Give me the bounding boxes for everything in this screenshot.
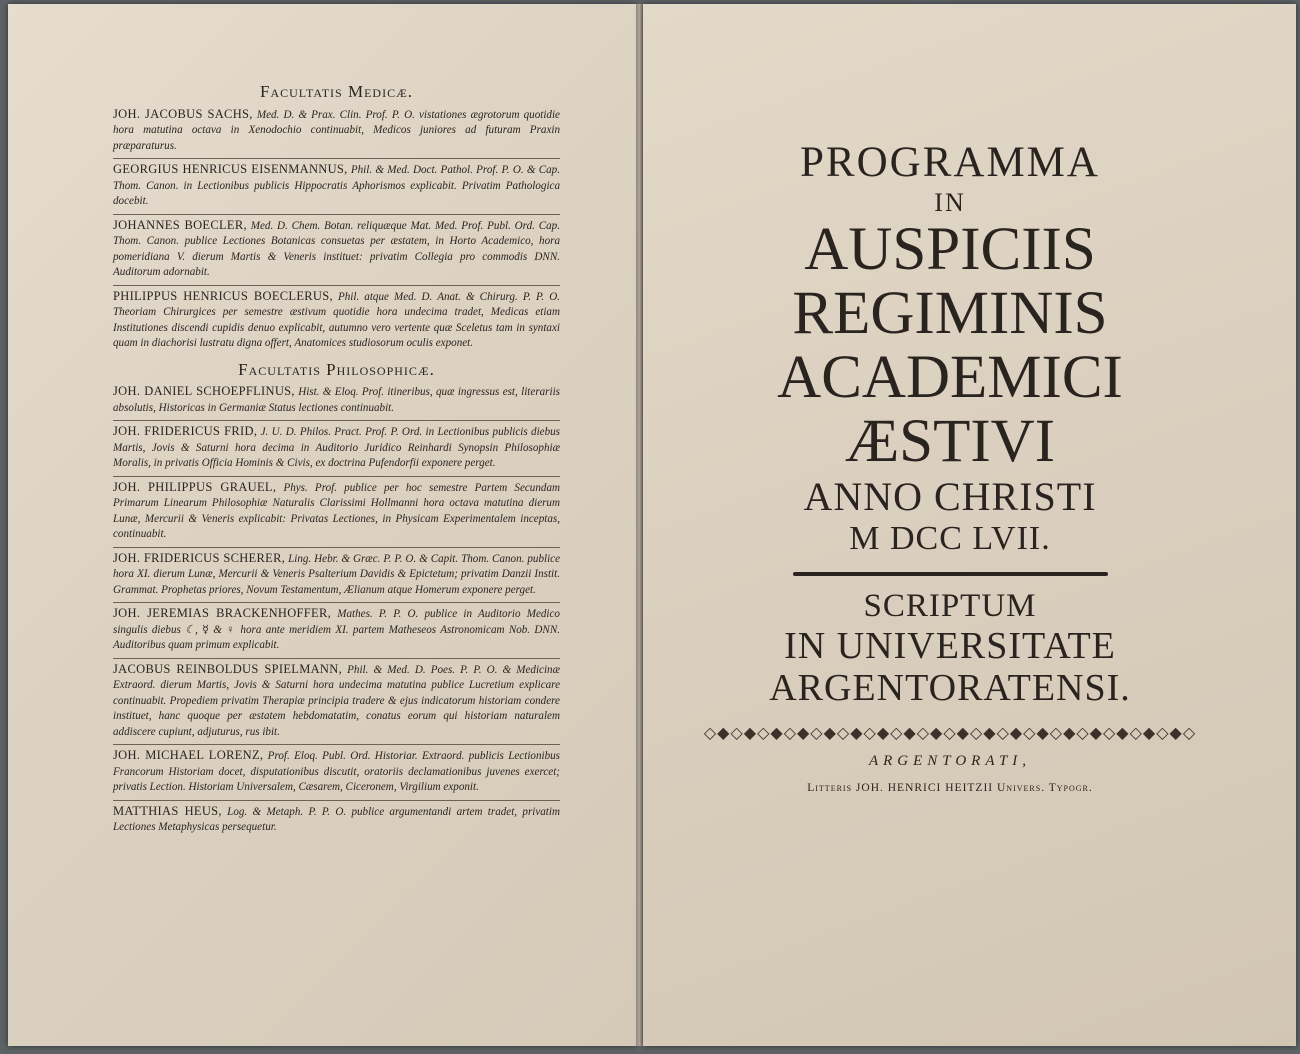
faculty-medicine-heading: Facultatis Medicæ. <box>259 82 413 101</box>
professor-name: MATTHIAS HEUS, <box>113 803 222 818</box>
imprint-printer: Litteris JOH. HENRICI HEITZII Univers. Typogr. <box>807 782 1093 794</box>
lecture-description: Phil. & Med. Doct. Pathol. Prof. P. O. & Cap. Thom. Canon. in Lectionibus publicis Hippocratis Aphorismos explicabit. Privatim Pathologica docebit. <box>113 164 560 207</box>
title-academici: ACADEMICI <box>777 344 1123 411</box>
imprint-place: ARGENTORATI, <box>868 753 1032 769</box>
title-scriptum: SCRIPTUM <box>863 588 1037 624</box>
title-regiminis: REGIMINIS <box>792 280 1108 347</box>
title-anno-christi: ANNO CHRISTI <box>803 474 1097 519</box>
professor-name: PHILIPPUS HENRICUS BOECLERUS, <box>113 288 333 303</box>
professor-name: JOH. DANIEL SCHOEPFLINUS, <box>113 384 295 398</box>
center-fold <box>636 4 643 1046</box>
professor-name: JACOBUS REINBOLDUS SPIELMANN, <box>113 661 343 676</box>
lecture-entry <box>113 104 560 160</box>
professor-name: JOH. FRIDERICUS SCHERER, <box>113 550 286 565</box>
lecture-description: Med. D. & Prax. Clin. Prof. P. O. vistationes ægrotorum quotidie hora matutina octava in Xenodochio continuabit, Medicos juniores ad futuram Praxin præparaturus. <box>113 108 560 152</box>
faculty-philosophy-heading: Facultatis Philosophicæ. <box>238 359 435 379</box>
title-universitate: IN UNIVERSITATE <box>784 625 1116 667</box>
lecture-description: J. U. D. Philos. Pract. Prof. P. Ord. in Lectionibus publicis diebus Martis, Jovis & Saturni hora decima in Auditorio Juridico Reinhardi Synopsin Philosophiæ Moralis, in privatis Officia Hominis & Civis, ex doctrina Pufendorfii exponere perget. <box>113 426 560 469</box>
lecture-entry <box>113 215 560 286</box>
title-year: M DCC LVII. <box>849 520 1051 557</box>
professor-name: JOH. FRIDERICUS FRID, <box>113 424 258 438</box>
lecture-entry <box>113 548 560 604</box>
lecture-description: Phil. & Med. D. Poes. P. P. O. & Medicinæ Extraord. dierum Martis, Jovis & Saturni hora undecima matutina publice Lucretium explicare continuabit. Propediem privatim Therapiæ principia tradere & ejus indicatorum historiam condere instituet, hanc quoque per æstatem hebdomatatim, conatus eorum qui historiam naturalem addiscere cupiunt, adjuturus, rus ibit. <box>113 663 560 738</box>
lecture-description: Hist. & Eloq. Prof. itineribus, quæ ingressus est, literariis absolutis, Historicas in Germaniæ Status lectiones continuabit. <box>113 386 560 414</box>
title-argentoratensi: ARGENTORATENSI. <box>769 667 1131 709</box>
lecture-entry <box>113 659 560 746</box>
title-page <box>690 138 1210 794</box>
lecture-description: Phil. atque Med. D. Anat. & Chirurg. P. P. O. Theoriam Chirurgices per semestre æstivum quotidie hora undecima tradet, Medicas etiam Institutiones discendi cupidis denuo explicabit, autumno vero vertente quæ Sceletus tam in syntaxi quam in diachorisi lustratu digna offert, Anatomices studiosorum oculis exponet. <box>113 290 560 349</box>
title-rule <box>793 572 1108 576</box>
professor-name: JOH. PHILIPPUS GRAUEL, <box>113 479 277 494</box>
title-in: IN <box>934 188 966 217</box>
lecture-entry <box>113 801 560 840</box>
lecture-entry <box>113 603 560 659</box>
lecture-entry <box>113 745 560 801</box>
lecture-listing <box>113 84 560 840</box>
title-programma: PROGRAMMA <box>800 139 1100 186</box>
lecture-entry <box>113 421 560 477</box>
title-aestivi: ÆSTIVI <box>844 408 1056 475</box>
ornament-band: ◇◆◇◆◇◆◇◆◇◆◇◆◇◆◇◆◇◆◇◆◇◆◇◆◇◆◇◆◇◆◇◆◇◆◇◆◇ <box>703 725 1197 742</box>
lecture-description: Phys. Prof. publice per hoc semestre Partem Secundam Primarum Linearum Philosophiæ Naturalis Clarissimi Hollmanni hora octava matutina dierum Lunæ, Mercurii & Veneris explicabit: Privatas Lectiones, in Physicam Experimentalem inceptas, continuabit. <box>113 481 561 540</box>
lecture-description: Prof. Eloq. Publ. Ord. Historiar. Extraord. publicis Lectionibus Francorum Historiam docet, disputationibus discutit, oratoriis declamationibus juvenes exercet; privatis Lection. Historiam Universalem, Cæsarem, Ciceronem, Virgilium exponit. <box>113 750 560 793</box>
lecture-entry <box>113 159 560 215</box>
lecture-description: Mathes. P. P. O. publice in Auditorio Medico singulis diebus ☾, ☿ & ♀ hora ante meridiem XI. partem Matheseos Astronomicam Nob. DNN. Auditoribus quam primum explicabit. <box>113 608 560 651</box>
professor-name: JOH. MICHAEL LORENZ, <box>113 748 264 762</box>
medicine-entries <box>113 104 560 356</box>
professor-name: JOH. JEREMIAS BRACKENHOFFER, <box>113 606 332 620</box>
title-auspiciis: AUSPICIIS <box>804 216 1096 283</box>
professor-name: JOHANNES BOECLER, <box>113 217 247 232</box>
lecture-entry <box>113 477 560 548</box>
lecture-entry <box>113 381 560 421</box>
lecture-entry <box>113 286 560 356</box>
lecture-description: Ling. Hebr. & Græc. P. P. O. & Capit. Thom. Canon. publice hora XI. dierum Lunæ, Mercurii & Veneris Psalterium Davidis & Epictetum; privatim Danzii Instit. Grammat. Prophetas priores, Novum Testamentum, Ælianum atque Homerum exponere perget. <box>113 552 561 596</box>
professor-name: GEORGIUS HENRICUS EISENMANNUS, <box>113 162 348 176</box>
lecture-description: Med. D. Chem. Botan. reliquæque Mat. Med. Prof. Publ. Ord. Cap. Thom. Canon. publice Lectiones Botanicas consuetas per æstatem, in Horto Academico, hora pomeridiana V. dierum Martis & Veneris instituet: privatim Collegia pro commodis DNN. Auditorum adornabit. <box>113 219 560 278</box>
professor-name: JOH. JACOBUS SACHS, <box>113 106 253 121</box>
philosophy-entries <box>113 381 560 840</box>
lecture-description: Log. & Metaph. P. P. O. publice argumentandi artem tradet, privatim Lectiones Metaphysicas persequetur. <box>113 805 560 833</box>
